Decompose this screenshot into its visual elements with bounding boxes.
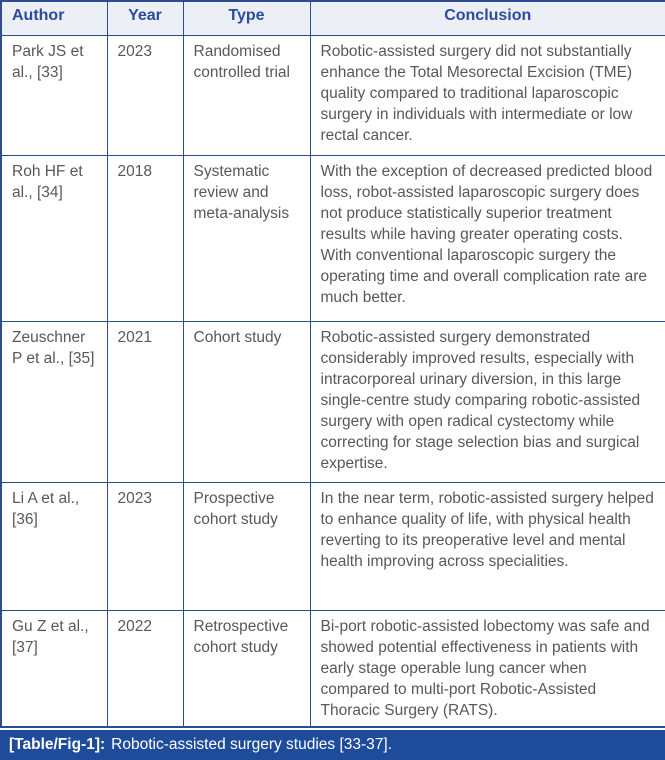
conclusion-cell: Bi-port robotic-assisted lobectomy was safe and showed potential effectiveness in patients with early stage operable lung cancer when compared to multi-port Robotic-Assisted Thoracic Surgery (RATS). xyxy=(310,610,665,727)
type-cell: Randomised controlled trial xyxy=(183,35,310,155)
table-row xyxy=(1,321,665,482)
type-cell: Prospective cohort study xyxy=(183,482,310,610)
year-cell: 2023 xyxy=(107,482,183,610)
column-header-year: Year xyxy=(107,1,183,35)
year-cell: 2018 xyxy=(107,155,183,321)
type-cell: Systematic review and meta-analysis xyxy=(183,155,310,321)
year-cell: 2022 xyxy=(107,610,183,727)
year-cell: 2021 xyxy=(107,321,183,482)
type-cell: Retrospective cohort study xyxy=(183,610,310,727)
table-row xyxy=(1,482,665,610)
author-cell: Gu Z et al., [37] xyxy=(1,610,107,727)
column-header-author: Author xyxy=(1,1,107,35)
table-row xyxy=(1,155,665,321)
year-cell: 2023 xyxy=(107,35,183,155)
author-cell: Zeuschner P et al., [35] xyxy=(1,321,107,482)
author-cell: Roh HF et al., [34] xyxy=(1,155,107,321)
conclusion-cell: In the near term, robotic-assisted surgery helped to enhance quality of life, with physical health reverting to its preoperative level and mental health improving across specialities. xyxy=(310,482,665,610)
caption-label: [Table/Fig-1]: xyxy=(9,735,106,753)
table-header xyxy=(1,1,665,35)
caption-text: Robotic-assisted surgery studies [33-37]. xyxy=(111,735,393,753)
author-cell: Li A et al., [36] xyxy=(1,482,107,610)
table-caption xyxy=(0,730,665,760)
table-row xyxy=(1,35,665,155)
conclusion-cell: Robotic-assisted surgery demonstrated considerably improved results, especially with intracorporeal urinary diversion, in this large single-centre study comparing robotic-assisted surgery with open radical cystectomy while correcting for stage selection bias and surgical expertise. xyxy=(310,321,665,482)
column-header-conclusion: Conclusion xyxy=(310,1,665,35)
column-header-type: Type xyxy=(183,1,310,35)
conclusion-cell: With the exception of decreased predicted blood loss, robot-assisted laparoscopic surgery does not produce statistically superior treatment results while having greater operating costs. With conventional laparoscopic surgery the operating time and overall complication rate are much better. xyxy=(310,155,665,321)
type-cell: Cohort study xyxy=(183,321,310,482)
author-cell: Park JS et al., [33] xyxy=(1,35,107,155)
table-row xyxy=(1,610,665,727)
conclusion-cell: Robotic-assisted surgery did not substantially enhance the Total Mesorectal Excision (TME) quality compared to traditional laparoscopic surgery in individuals with intermediate or low rectal cancer. xyxy=(310,35,665,155)
